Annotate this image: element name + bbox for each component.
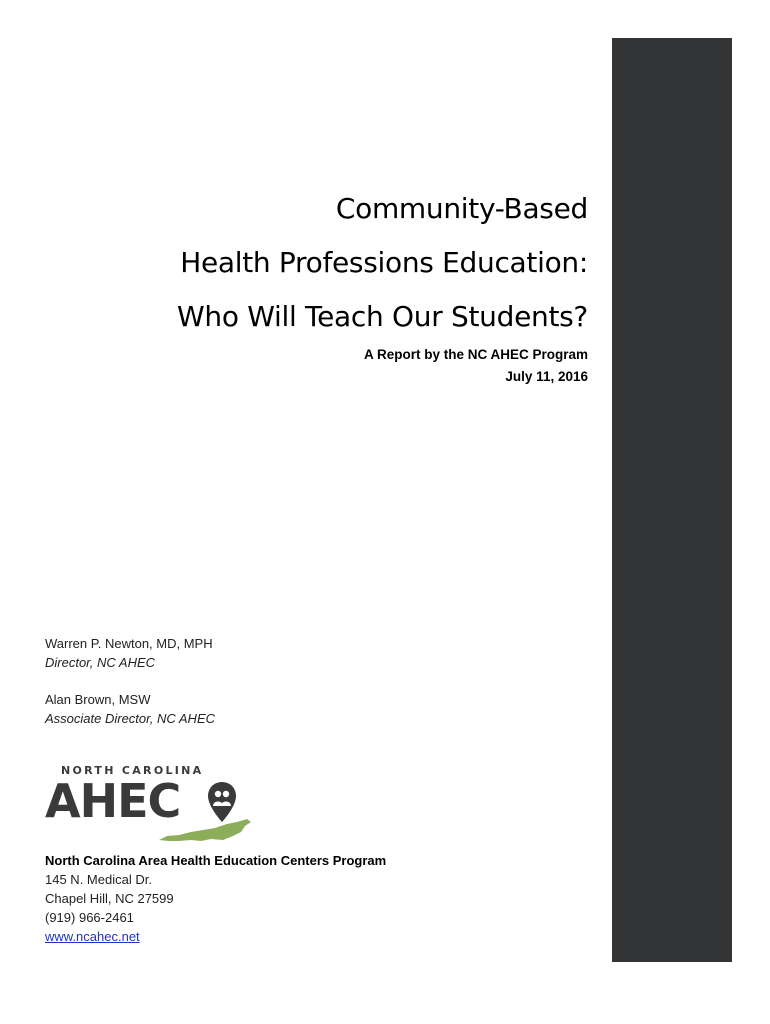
author-name: Warren P. Newton, MD, MPH [45,636,213,651]
organization-name: North Carolina Area Health Education Centers Program [45,853,387,868]
phone-number: (919) 966-2461 [45,910,134,925]
logo-main-text: AHEC [45,774,181,828]
author-entry [45,690,445,728]
street-address: 145 N. Medical Dr. [45,872,152,887]
author-name: Alan Brown, MSW [45,692,151,707]
report-date: July 11, 2016 [505,369,588,384]
website-link[interactable]: www.ncahec.net [45,929,140,944]
nc-ahec-logo [45,760,220,842]
title-line-2: Health Professions Education: [180,246,588,279]
title-line-3: Who Will Teach Our Students? [176,300,588,333]
authors-list [45,634,445,746]
title-line-1: Community-Based [335,192,588,225]
report-by-line: A Report by the NC AHEC Program [363,347,588,362]
logo-top-text: NORTH CAROLINA [61,764,204,777]
decorative-sidebar-bar [612,38,732,962]
author-role: Director, NC AHEC [45,655,156,670]
north-carolina-map-icon [157,816,253,842]
city-state-zip: Chapel Hill, NC 27599 [45,891,174,906]
report-title [68,182,588,344]
author-role: Associate Director, NC AHEC [45,711,216,726]
author-entry [45,634,445,672]
report-subtitle [188,344,588,388]
organization-contact [45,851,495,946]
